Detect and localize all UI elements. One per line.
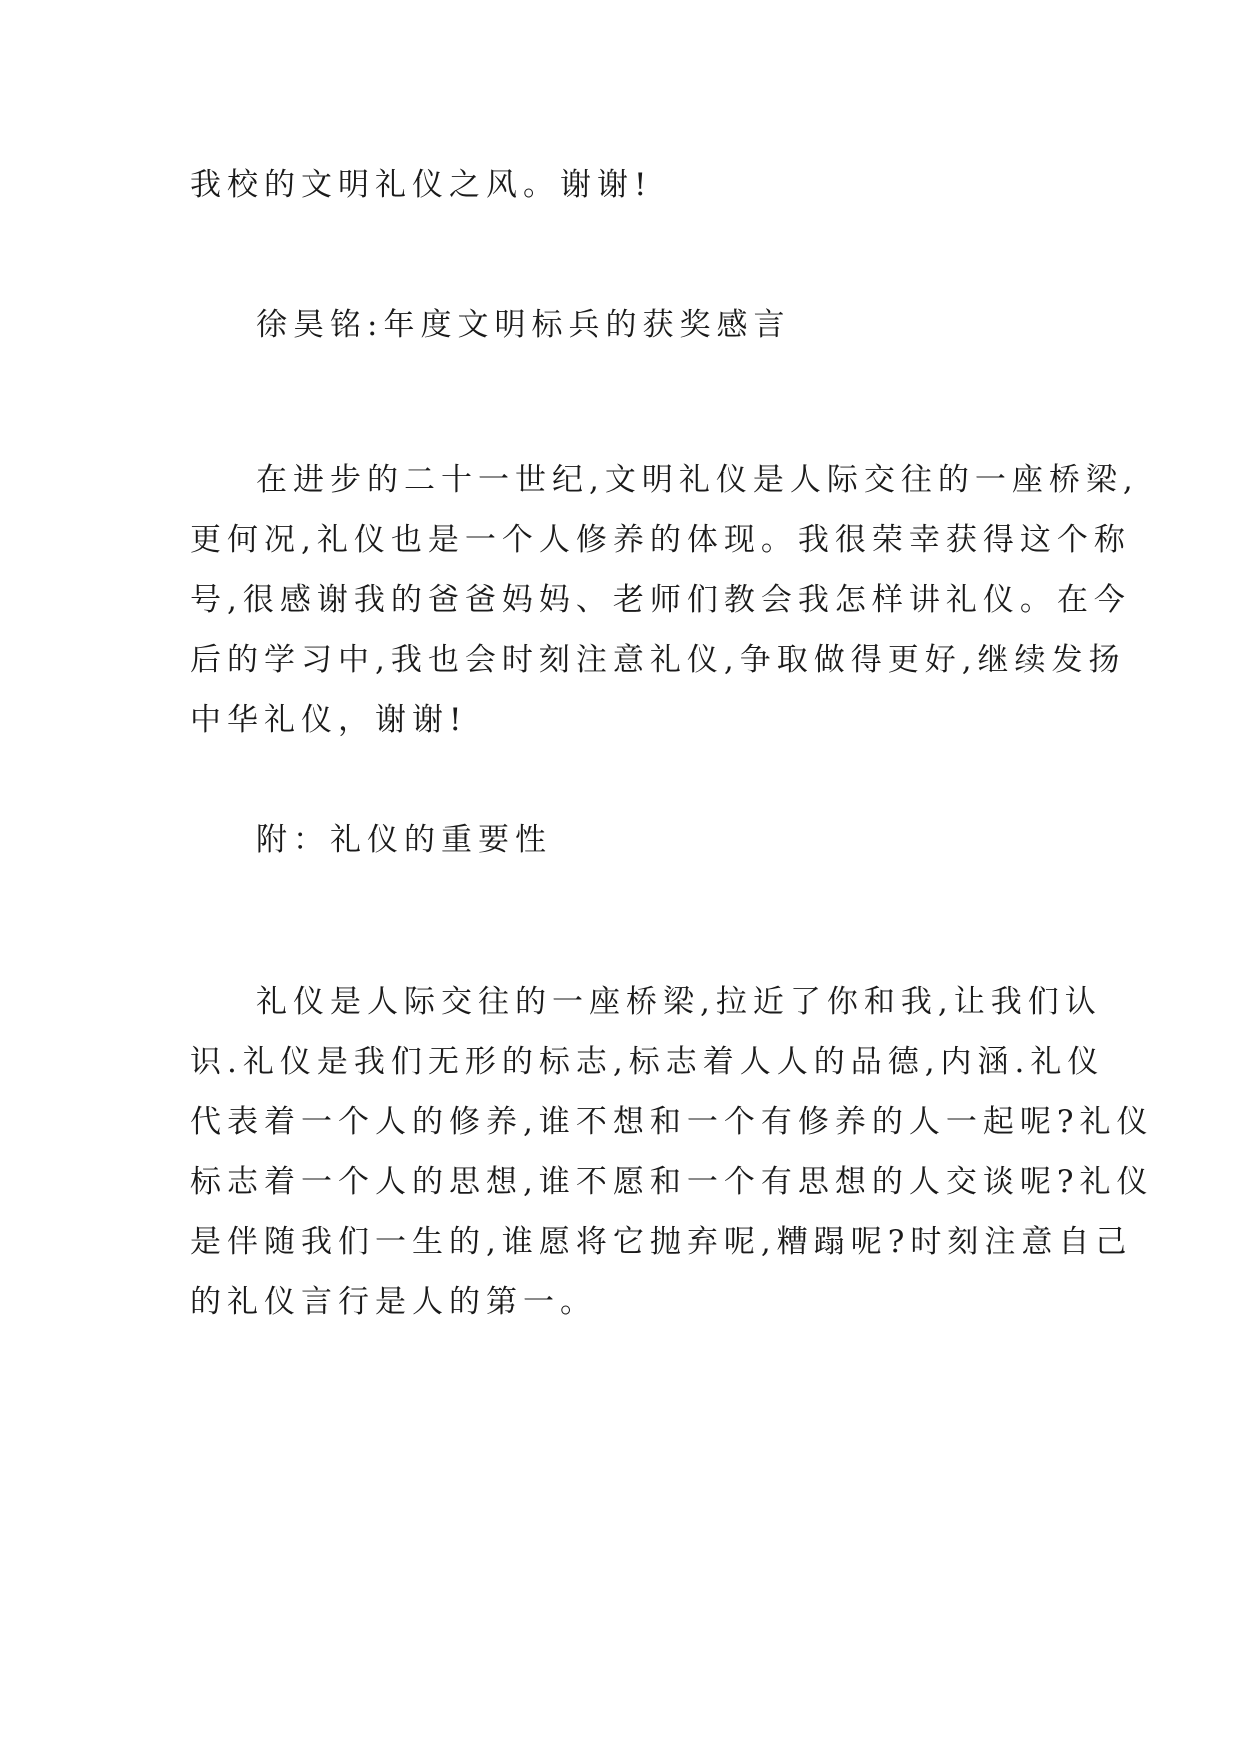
paragraph-line: 的礼仪言行是人的第一。 [190,1284,597,1320]
paragraph-line: 中华礼仪，谢谢! [190,702,468,738]
paragraph-importance [190,972,1154,1332]
paragraph-line: 是伴随我们一生的,谁愿将它抛弃呢,糟蹋呢?时刻注意自己 [190,1224,1133,1260]
paragraph-line: 后的学习中,我也会时刻注意礼仪,争取做得更好,继续发扬 [190,642,1126,678]
paragraph-line: 礼仪是人际交往的一座桥梁,拉近了你和我,让我们认 [256,984,1102,1020]
heading-award-speech: 徐昊铭:年度文明标兵的获奖感言 [256,307,791,343]
paragraph-award-speech [190,450,1139,750]
paragraph-line: 更何况,礼仪也是一个人修养的体现。我很荣幸获得这个称 [190,522,1131,558]
continuation-line: 我校的文明礼仪之风。谢谢! [190,167,653,203]
heading-importance-of-etiquette: 附：礼仪的重要性 [256,822,552,858]
paragraph-line: 代表着一个人的修养,谁不想和一个有修养的人一起呢?礼仪 [190,1104,1154,1140]
paragraph-line: 在进步的二十一世纪,文明礼仪是人际交往的一座桥梁, [256,462,1139,498]
paragraph-line: 标志着一个人的思想,谁不愿和一个有思想的人交谈呢?礼仪 [190,1164,1154,1200]
paragraph-line: 识.礼仪是我们无形的标志,标志着人人的品德,内涵.礼仪 [190,1044,1105,1080]
paragraph-line: 号,很感谢我的爸爸妈妈、老师们教会我怎样讲礼仪。在今 [190,582,1131,618]
